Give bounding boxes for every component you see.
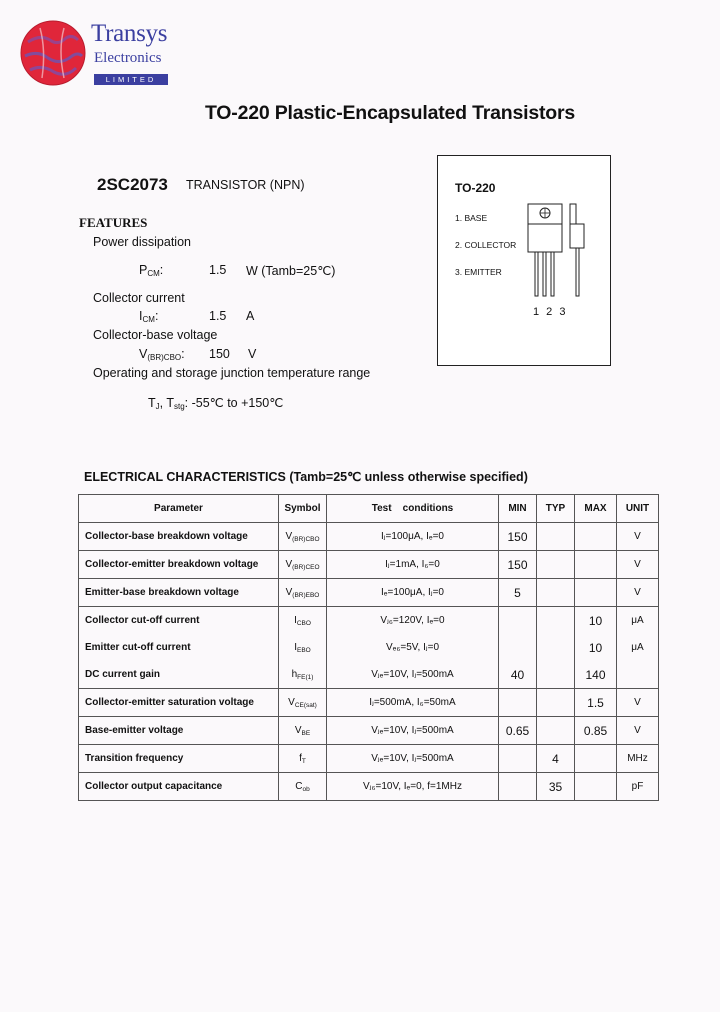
cell-max [575, 745, 617, 773]
header-unit: UNIT [617, 495, 659, 523]
cell-min [499, 607, 537, 635]
table-header-row [79, 495, 659, 523]
page-title: TO-220 Plastic-Encapsulated Transistors [204, 102, 576, 124]
cell-test-conditions: Vⱼ₆=120V, Iₑ=0 [327, 607, 499, 635]
table-row [79, 661, 659, 689]
cell-symbol [279, 689, 327, 717]
vcbo-unit: V [248, 347, 257, 361]
table-row [79, 607, 659, 635]
cell-parameter: Emitter-base breakdown voltage [79, 579, 279, 607]
cell-min: 150 [499, 523, 537, 551]
cell-test-conditions: Vₑ₆=5V, Iⱼ=0 [327, 634, 499, 661]
cell-unit: V [617, 523, 659, 551]
cell-min: 0.65 [499, 717, 537, 745]
temperature-range-value: $T_J$, $T_{stg}$: -55℃ to +150℃ [148, 396, 284, 411]
cell-min: 150 [499, 551, 537, 579]
cell-unit [617, 661, 659, 689]
cell-parameter: Collector output capacitance [79, 773, 279, 801]
cell-max: 10 [575, 634, 617, 661]
electrical-characteristics-heading: ELECTRICAL CHARACTERISTICS (Tamb=25℃ unless otherwise specified) [84, 470, 528, 484]
cell-unit: V [617, 579, 659, 607]
header-symbol: Symbol [279, 495, 327, 523]
cell-unit: μA [617, 607, 659, 635]
cell-max [575, 551, 617, 579]
cell-max: 10 [575, 607, 617, 635]
globe-logo-icon [20, 20, 86, 86]
cell-symbol [279, 717, 327, 745]
cell-unit: V [617, 689, 659, 717]
cell-typ [537, 579, 575, 607]
cell-symbol [279, 607, 327, 635]
cell-unit: V [617, 717, 659, 745]
cell-parameter: Base-emitter voltage [79, 717, 279, 745]
cell-max [575, 579, 617, 607]
symbol-main: I [294, 614, 297, 626]
logo-limited-badge: LIMITED [94, 74, 168, 85]
cell-symbol [279, 661, 327, 689]
collector-base-voltage-label: Collector-base voltage [93, 328, 218, 342]
package-diagram-box [437, 155, 611, 366]
table-row [79, 717, 659, 745]
vcbo-value: 150 [209, 347, 230, 361]
symbol-subscript: (BR)CEO [292, 563, 320, 571]
cell-unit: MHz [617, 745, 659, 773]
cell-parameter: DC current gain [79, 661, 279, 689]
symbol-main: f [299, 752, 302, 764]
icm-unit: A [246, 309, 255, 323]
collector-current-label: Collector current [93, 291, 185, 305]
symbol-subscript: T [301, 757, 306, 765]
cell-parameter: Transition frequency [79, 745, 279, 773]
cell-unit: μA [617, 634, 659, 661]
cell-typ: 4 [537, 745, 575, 773]
cell-max [575, 523, 617, 551]
vcbo-symbol: $V_{(BR)CBO}$: [139, 347, 185, 362]
symbol-subscript: (BR)CBO [292, 535, 320, 543]
cell-typ [537, 551, 575, 579]
table-row [79, 773, 659, 801]
cell-parameter: Collector-base breakdown voltage [79, 523, 279, 551]
logo-sub-name: Electronics [94, 50, 162, 66]
pcm-value: 1.5 [209, 263, 227, 277]
cell-max: 0.85 [575, 717, 617, 745]
table-row [79, 551, 659, 579]
cell-typ [537, 634, 575, 661]
symbol-subscript: FE(1) [297, 673, 314, 681]
symbol-main: I [294, 641, 298, 653]
cell-min: 5 [499, 579, 537, 607]
cell-typ [537, 523, 575, 551]
table-row [79, 745, 659, 773]
cell-symbol [279, 579, 327, 607]
symbol-main: V [285, 558, 293, 570]
to220-package-icon [522, 200, 592, 300]
symbol-main: V [288, 696, 295, 708]
cell-test-conditions: Iⱼ=1mA, I₆=0 [327, 551, 499, 579]
symbol-main: C [295, 780, 303, 792]
symbol-subscript: ob [302, 785, 310, 793]
features-heading: FEATURES [79, 215, 148, 230]
cell-test-conditions: Vⱼₑ=10V, Iⱼ=500mA [327, 745, 499, 773]
header-parameter: Parameter [79, 495, 279, 523]
header-test-conditions: Test conditions [327, 495, 499, 523]
package-name: TO-220 [455, 181, 496, 195]
cell-min [499, 634, 537, 661]
cell-typ [537, 661, 575, 689]
symbol-main: V [285, 586, 293, 598]
cell-min [499, 689, 537, 717]
cell-max: 1.5 [575, 689, 617, 717]
cell-max: 140 [575, 661, 617, 689]
cell-symbol [279, 634, 327, 661]
table-row [79, 689, 659, 717]
cell-typ [537, 607, 575, 635]
pin-numbers: 1 2 3 [533, 306, 568, 318]
symbol-main: V [285, 530, 293, 542]
symbol-subscript: BE [301, 729, 311, 737]
cell-unit: pF [617, 773, 659, 801]
symbol-subscript: CE(sat) [294, 701, 317, 709]
cell-test-conditions: Iₑ=100μA, Iⱼ=0 [327, 579, 499, 607]
cell-typ: 35 [537, 773, 575, 801]
cell-parameter: Collector-emitter saturation voltage [79, 689, 279, 717]
cell-test-conditions: Vⱼₑ=10V, Iⱼ=500mA [327, 661, 499, 689]
cell-symbol [279, 551, 327, 579]
electrical-characteristics-table [78, 494, 659, 801]
table-row [79, 579, 659, 607]
cell-symbol [279, 523, 327, 551]
cell-typ [537, 717, 575, 745]
header-min: MIN [499, 495, 537, 523]
cell-unit: V [617, 551, 659, 579]
pin-base-label: 1. BASE [455, 213, 488, 223]
pcm-symbol: $P_{CM}$: [139, 263, 164, 278]
part-description: TRANSISTOR (NPN) [186, 178, 305, 192]
pcm-unit: W (Tamb=25℃) [246, 264, 336, 278]
cell-test-conditions: Vⱼₑ=10V, Iⱼ=500mA [327, 717, 499, 745]
cell-test-conditions: Vⱼ₆=10V, Iₑ=0, f=1MHz [327, 773, 499, 801]
power-dissipation-label: Power dissipation [93, 235, 191, 249]
logo-brand-name: Transys [91, 20, 168, 47]
cell-test-conditions: Iⱼ=500mA, I₆=50mA [327, 689, 499, 717]
icm-symbol: $I_{CM}$: [139, 309, 159, 324]
part-number: 2SC2073 [97, 175, 168, 194]
cell-symbol [279, 745, 327, 773]
cell-max [575, 773, 617, 801]
symbol-subscript: (BR)EBO [292, 591, 320, 599]
symbol-subscript: EBO [297, 646, 311, 654]
pin-emitter-label: 3. EMITTER [455, 267, 502, 277]
header-typ: TYP [537, 495, 575, 523]
temperature-range-label: Operating and storage junction temperature range [93, 366, 371, 380]
cell-min [499, 745, 537, 773]
icm-value: 1.5 [209, 309, 227, 323]
cell-parameter: Collector cut-off current [79, 607, 279, 635]
pin-collector-label: 2. COLLECTOR [455, 240, 517, 250]
cell-symbol [279, 773, 327, 801]
symbol-main: V [294, 724, 302, 736]
table-row [79, 523, 659, 551]
header-max: MAX [575, 495, 617, 523]
cell-parameter: Collector-emitter breakdown voltage [79, 551, 279, 579]
cell-typ [537, 689, 575, 717]
cell-min: 40 [499, 661, 537, 689]
symbol-subscript: CBO [296, 619, 311, 627]
cell-min [499, 773, 537, 801]
table-row [79, 634, 659, 661]
symbol-main: h [291, 668, 298, 680]
cell-parameter: Emitter cut-off current [79, 634, 279, 661]
cell-test-conditions: Iⱼ=100μA, Iₑ=0 [327, 523, 499, 551]
